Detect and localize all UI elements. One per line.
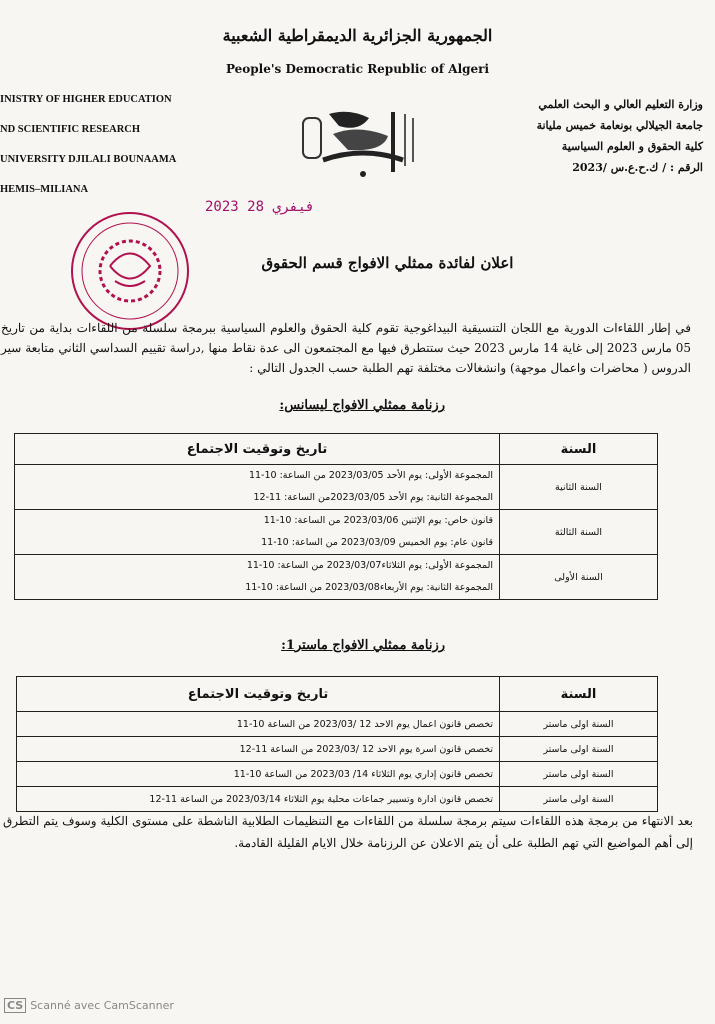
date-stamp: 2023 فيفري 28: [205, 199, 315, 215]
schedule-line: المجموعة الثانية: يوم الأربعاء2023/03/08 من الساعة: 10-11: [245, 582, 493, 593]
announcement-title: اعلان لفائدة ممثلي الافواج قسم الحقوق: [261, 254, 514, 272]
header-left-line: ND SCIENTIFIC RESEARCH: [0, 124, 141, 135]
year-cell: السنة الثالثة: [500, 510, 658, 555]
header-left-line: HEMIS–MILIANA: [0, 184, 89, 195]
closing-paragraph: بعد الانتهاء من برمجة هذه اللقاءات سيتم برمجة سلسلة من اللقاءات مع التنظيمات الطلابية الناشطة على مستوى الكلية وسوف يتم التطرق إلى أهم المواضيع التي تهم الطلبة على أن يتم الاعلان عن الرزنامة خلال الايام القليلة القادمة.: [3, 814, 693, 850]
table-row: [17, 737, 658, 762]
schedule-line: المجموعة الأولى: يوم الأحد 2023/03/05 من الساعة: 10-11: [248, 470, 493, 481]
table-header-row: [17, 677, 658, 712]
schedule-cell: تخصص قانون ادارة وتسيير جماعات محلية يوم الثلاثاء 2023/03/14 من الساعة 11-12: [17, 787, 500, 812]
republic-title-en: People's Democratic Republic of Algeri: [225, 62, 490, 76]
table-row: [15, 555, 658, 600]
col-header-schedule: تاريخ وتوقيت الاجتماع: [17, 677, 500, 712]
master-schedule-title: رزنامة ممثلي الافواج ماستر1:: [281, 638, 445, 653]
col-header-year: السنة: [500, 434, 658, 465]
scanner-caption: Scanné avec CamScanner: [30, 999, 174, 1012]
schedule-cell: تخصص قانون إداري يوم الثلاثاء 14/ 2023/03 من الساعة 10-11: [17, 762, 500, 787]
header-right-line: كلية الحقوق و العلوم السياسية: [561, 140, 703, 153]
year-cell: السنة اولى ماستر: [500, 787, 658, 812]
header-left-block: [0, 94, 220, 214]
table-row: [17, 762, 658, 787]
republic-title-ar: الجمهورية الجزائرية الديمقراطية الشعبية: [222, 26, 493, 45]
header-left-line: UNIVERSITY DJILALI BOUNAAMA: [0, 154, 177, 165]
camscanner-icon: CS: [4, 998, 26, 1013]
year-cell: السنة الثانية: [500, 465, 658, 510]
header-right-block: [463, 98, 703, 182]
table-row: [17, 787, 658, 812]
year-cell: السنة الأولى: [500, 555, 658, 600]
schedule-line: قانون خاص: يوم الإثنين 2023/03/06 من الساعة: 10-11: [263, 515, 493, 526]
header-right-line: الرقم : / ك.ح.ع.س /2023: [572, 161, 703, 174]
year-cell: السنة اولى ماستر: [500, 737, 658, 762]
licence-schedule-table: [14, 433, 658, 600]
year-cell: السنة اولى ماستر: [500, 762, 658, 787]
table-row: [15, 510, 658, 555]
year-cell: السنة اولى ماستر: [500, 712, 658, 737]
schedule-line: قانون عام: يوم الخميس 2023/03/09 من الساعة: 10-11: [261, 537, 493, 548]
university-logo: [293, 104, 433, 184]
schedule-cell: [15, 510, 500, 555]
schedule-cell: [15, 555, 500, 600]
intro-paragraph: في إطار اللقاءات الدورية مع اللجان التنسيقية البيداغوجية تقوم كلية الحقوق والعلوم السياسية ببرمجة سلسلة من اللقاءات بداية من تاريخ 05 مارس 2023 إلى غاية 14 مارس 2023 حيث ستتطرق فيها مع المجتمعون الى عدة نقاط منها ,دراسة تقييم السداسي الثاني متابعة سير الدروس ( محاضرات واعمال موجهة) وانشغالات مختلفة تهم الطلبة حسب الجدول التالي :: [1, 321, 692, 375]
licence-schedule-title: رزنامة ممثلي الافواج ليسانس:: [279, 398, 445, 413]
schedule-line: المجموعة الأولى: يوم الثلاثاء2023/03/07 من الساعة: 10-11: [246, 560, 493, 571]
table-header-row: [15, 434, 658, 465]
table-row: [17, 712, 658, 737]
schedule-cell: تخصص قانون اسرة يوم الاحد 12 /2023/03 من الساعة 11-12: [17, 737, 500, 762]
master-schedule-table: [16, 676, 658, 812]
header-left-line: INISTRY OF HIGHER EDUCATION: [0, 94, 172, 105]
scanner-watermark: [4, 998, 174, 1013]
table-row: [15, 465, 658, 510]
schedule-line: المجموعة الثانية: يوم الأحد 2023/03/05من الساعة: 11-12: [253, 492, 493, 503]
schedule-cell: [15, 465, 500, 510]
schedule-cell: تخصص قانون اعمال يوم الاحد 12 /2023/03 من الساعة 10-11: [17, 712, 500, 737]
col-header-year: السنة: [500, 677, 658, 712]
header-right-line: وزارة التعليم العالي و البحث العلمي: [538, 98, 703, 111]
header-right-line: جامعة الجيلالي بونعامة خميس مليانة: [536, 119, 703, 132]
col-header-schedule: تاريخ وتوقيت الاجتماع: [15, 434, 500, 465]
